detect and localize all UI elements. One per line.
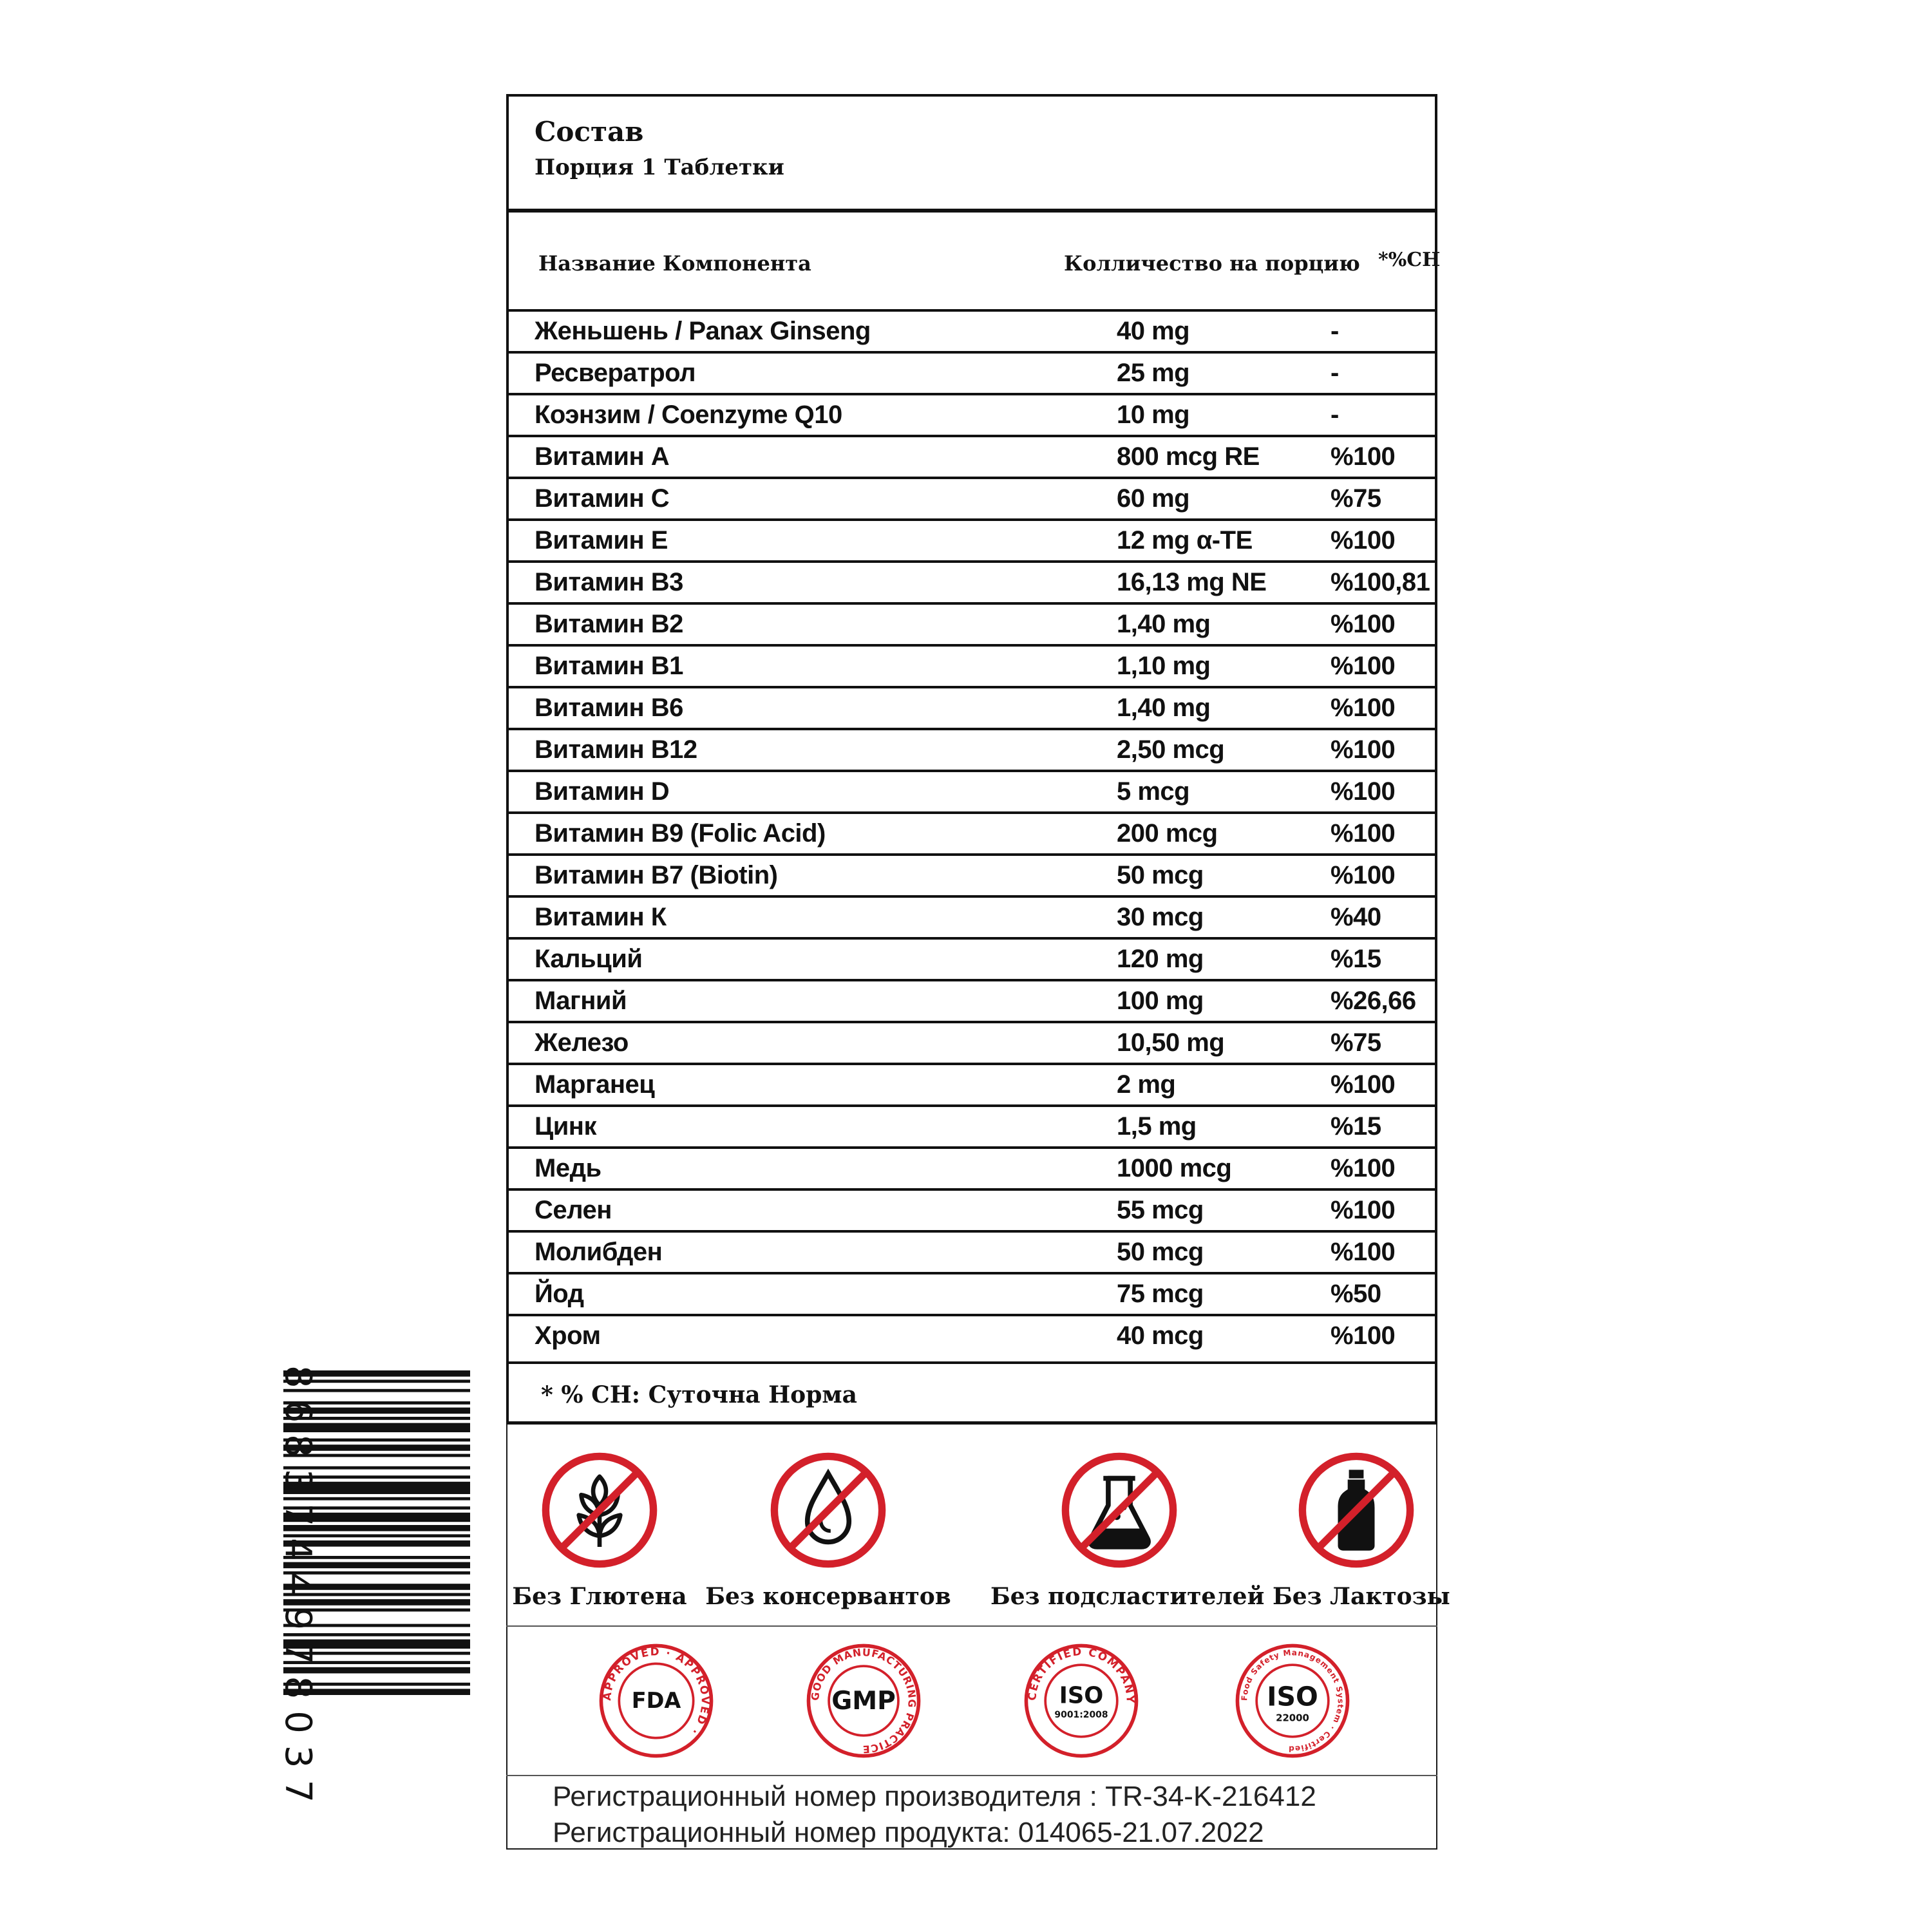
amount-per-serving: 200 mcg [1117, 819, 1218, 848]
amount-per-serving: 10,50 mg [1117, 1028, 1225, 1057]
amount-per-serving: 16,13 mg NE [1117, 568, 1267, 596]
component-name: Витамин В7 (Biotin) [535, 861, 778, 889]
registration-info [553, 1779, 1316, 1851]
table-row [509, 560, 1435, 602]
iso22000-ring-text: Food Safety Management System · Certified [1240, 1648, 1345, 1754]
daily-value-percent: %26,66 [1331, 987, 1416, 1015]
amount-per-serving: 60 mg [1117, 484, 1190, 513]
amount-per-serving: 40 mg [1117, 317, 1190, 345]
table-row [509, 1104, 1435, 1146]
iso9001-sub-text: 9001:2008 [1054, 1710, 1108, 1721]
daily-value-percent: %15 [1331, 1112, 1381, 1141]
column-header-name: Название Компонента [538, 251, 811, 276]
no-preservatives-icon [767, 1449, 889, 1571]
certifications-row [506, 1627, 1437, 1776]
daily-value-percent: - [1331, 401, 1339, 429]
daily-value-percent: %75 [1331, 484, 1381, 513]
component-name: Железо [535, 1028, 629, 1057]
component-name: Витамин В3 [535, 568, 683, 596]
iso9001-main-text: ISO [1059, 1682, 1104, 1709]
free-from-label: Без Лактозы [1273, 1583, 1450, 1610]
composition-table [506, 213, 1441, 1425]
table-row [509, 811, 1435, 853]
component-name: Медь [535, 1154, 601, 1182]
daily-value-percent: %100 [1331, 1196, 1396, 1224]
amount-per-serving: 1,40 mg [1117, 610, 1211, 638]
amount-per-serving: 1,40 mg [1117, 694, 1211, 722]
table-row [509, 686, 1435, 728]
amount-per-serving: 12 mg α-TE [1117, 526, 1253, 554]
footnote: * % СН: Суточна Норма [541, 1381, 857, 1408]
free-from-row [506, 1426, 1450, 1627]
amount-per-serving: 120 mg [1117, 945, 1204, 973]
barcode-digits: 8683744978037 [277, 1365, 319, 1815]
table-row [509, 477, 1435, 518]
daily-value-percent: %100 [1331, 442, 1396, 471]
free-from-item [506, 1449, 693, 1610]
table-row [509, 518, 1435, 560]
amount-per-serving: 2 mg [1117, 1070, 1176, 1099]
free-from-label: Без Глютена [512, 1583, 687, 1610]
fda-approved-seal [596, 1641, 716, 1761]
table-row [509, 979, 1435, 1021]
fda-ring-text: APPROVED · APPROVED · [600, 1645, 712, 1739]
component-name: Марганец [535, 1070, 655, 1099]
column-header-amount: Колличество на порцию [1064, 251, 1360, 276]
component-name: Молибден [535, 1238, 663, 1266]
column-header-pct: *%СН [1378, 249, 1441, 271]
table-row [509, 309, 1435, 351]
amount-per-serving: 2,50 mcg [1117, 735, 1225, 764]
manufacturer-reg-number: Регистрационный номер производителя : TR-34-K-216412 [553, 1781, 1316, 1812]
component-name: Селен [535, 1196, 612, 1224]
component-name: Витамин К [535, 903, 667, 931]
component-name: Цинк [535, 1112, 596, 1141]
table-row [509, 728, 1435, 770]
iso22000-sub-text: 22000 [1276, 1712, 1309, 1724]
component-name: Витамин С [535, 484, 670, 513]
free-from-item [1273, 1449, 1450, 1610]
composition-header [506, 94, 1437, 213]
iso-9001-seal [1021, 1641, 1141, 1761]
table-row [509, 1272, 1435, 1314]
daily-value-percent: %100 [1331, 1070, 1396, 1099]
amount-per-serving: 30 mcg [1117, 903, 1204, 931]
composition-title: Состав [535, 116, 644, 147]
daily-value-percent: - [1331, 317, 1339, 345]
table-row [509, 435, 1435, 477]
gmp-ring-text: GOOD MANUFACTURING PRACTICE [808, 1645, 919, 1756]
table-row [509, 1021, 1435, 1063]
daily-value-percent: %100 [1331, 777, 1396, 806]
daily-value-percent: %40 [1331, 903, 1381, 931]
fda-main-text: FDA [631, 1688, 681, 1714]
daily-value-percent: %75 [1331, 1028, 1381, 1057]
daily-value-percent: %100 [1331, 1154, 1396, 1182]
component-name: Витамин D [535, 777, 670, 806]
table-row [509, 895, 1435, 937]
no-lactose-icon [1295, 1449, 1417, 1571]
daily-value-percent: %100 [1331, 610, 1396, 638]
free-from-label: Без подсластителей [990, 1583, 1265, 1610]
no-sweeteners-icon [1058, 1449, 1180, 1571]
daily-value-percent: %50 [1331, 1280, 1381, 1308]
component-name: Витамин В1 [535, 652, 683, 680]
component-name: Витамин А [535, 442, 670, 471]
amount-per-serving: 55 mcg [1117, 1196, 1204, 1224]
table-row [509, 1063, 1435, 1104]
table-row [509, 1230, 1435, 1272]
daily-value-percent: - [1331, 359, 1339, 387]
daily-value-percent: %100,81 [1331, 568, 1430, 596]
no-gluten-icon [538, 1449, 661, 1571]
table-row [509, 770, 1435, 811]
component-name: Витамин Е [535, 526, 668, 554]
gmp-seal [804, 1641, 923, 1761]
component-name: Витамин В9 (Folic Acid) [535, 819, 826, 848]
gmp-main-text: GMP [831, 1687, 896, 1716]
table-row [509, 351, 1435, 393]
table-body [509, 309, 1435, 1364]
free-from-label: Без консервантов [705, 1583, 951, 1610]
amount-per-serving: 1,10 mg [1117, 652, 1211, 680]
iso22000-main-text: ISO [1267, 1681, 1318, 1712]
table-row [509, 1188, 1435, 1230]
component-name: Витамин В6 [535, 694, 683, 722]
amount-per-serving: 800 mcg RE [1117, 442, 1260, 471]
component-name: Хром [535, 1321, 601, 1350]
amount-per-serving: 10 mg [1117, 401, 1190, 429]
table-row [509, 602, 1435, 644]
component-name: Йод [535, 1280, 584, 1308]
daily-value-percent: %100 [1331, 735, 1396, 764]
table-row [509, 644, 1435, 686]
component-name: Кальций [535, 945, 643, 973]
amount-per-serving: 5 mcg [1117, 777, 1190, 806]
table-row [509, 1314, 1435, 1364]
component-name: Магний [535, 987, 627, 1015]
amount-per-serving: 50 mcg [1117, 1238, 1204, 1266]
table-row [509, 1146, 1435, 1188]
daily-value-percent: %100 [1331, 1321, 1396, 1350]
daily-value-percent: %15 [1331, 945, 1381, 973]
amount-per-serving: 1000 mcg [1117, 1154, 1232, 1182]
component-name: Витамин В12 [535, 735, 697, 764]
component-name: Ресвератрол [535, 359, 696, 387]
component-name: Витамин В2 [535, 610, 683, 638]
daily-value-percent: %100 [1331, 1238, 1396, 1266]
amount-per-serving: 1,5 mg [1117, 1112, 1197, 1141]
product-reg-number: Регистрационный номер продукта: 014065-21.07.2022 [553, 1817, 1264, 1848]
free-from-item [990, 1449, 1265, 1610]
daily-value-percent: %100 [1331, 526, 1396, 554]
iso9001-ring-text: CERTIFIED COMPANY [1025, 1644, 1137, 1705]
serving-size: Порция 1 Таблетки [535, 155, 784, 180]
amount-per-serving: 100 mg [1117, 987, 1204, 1015]
component-name: Коэнзим / Coenzyme Q10 [535, 401, 842, 429]
daily-value-percent: %100 [1331, 652, 1396, 680]
free-from-item [699, 1449, 957, 1610]
component-name: Женьшень / Panax Ginseng [535, 317, 871, 345]
amount-per-serving: 75 mcg [1117, 1280, 1204, 1308]
amount-per-serving: 40 mcg [1117, 1321, 1204, 1350]
amount-per-serving: 50 mcg [1117, 861, 1204, 889]
daily-value-percent: %100 [1331, 694, 1396, 722]
daily-value-percent: %100 [1331, 819, 1396, 848]
table-row [509, 393, 1435, 435]
table-row [509, 853, 1435, 895]
daily-value-percent: %100 [1331, 861, 1396, 889]
amount-per-serving: 25 mg [1117, 359, 1190, 387]
iso-22000-seal [1233, 1641, 1352, 1761]
table-row [509, 937, 1435, 979]
